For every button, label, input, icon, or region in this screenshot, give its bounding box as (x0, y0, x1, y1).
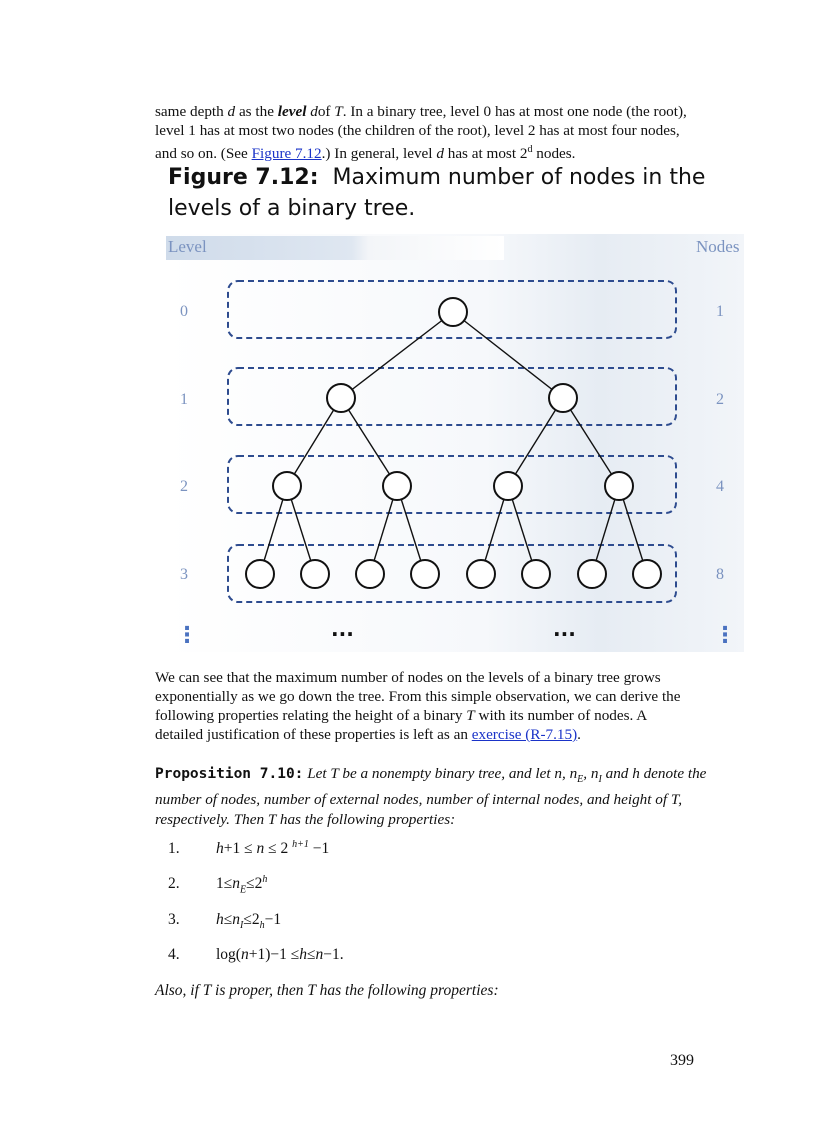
vertical-ellipsis-right: ⋮ (714, 623, 736, 648)
property-item-4: 4. log(n+1)−1 ≤h≤n−1. (168, 946, 344, 963)
tree-node-level3 (411, 560, 439, 588)
tree-node-level2 (383, 472, 411, 500)
level-header: Level (168, 237, 207, 256)
intro-paragraph: same depth d as the level dof T. In a binary tree, level 0 has at most one node (the root), level 1 has at most two nodes (the children of the root), level 2 has at most four nodes, and so on. (See Figure 7.12.) In general, level d has at most 2$^d$ nodes. (155, 103, 687, 163)
tree-node-level3 (301, 560, 329, 588)
growth-paragraph: We can see that the maximum number of nodes on the levels of a binary tree grows exponentially as we go down the tree. From this simple observation, we can derive the following properties relating the height of a binary T with its number of nodes. A detailed justification of these properties is left as an exercise (R-7.15). (155, 669, 681, 743)
node-count: 1 (716, 303, 724, 320)
figure-7-12-link[interactable]: Figure 7.12 (251, 145, 322, 163)
tree-node-level2 (273, 472, 301, 500)
node-count: 4 (716, 478, 724, 495)
tree-node-level1 (327, 384, 355, 412)
figure-caption-text: Maximum number of nodes in the levels of a binary tree. (168, 165, 706, 221)
page-number: 399 (670, 1052, 694, 1069)
level-label: 1 (180, 391, 188, 408)
tree-node-level3 (522, 560, 550, 588)
also-paragraph: Also, if T is proper, then T has the following properties: (155, 982, 499, 999)
property-item-3: 3. $h\le n_I\le 2_h-1$ (168, 911, 282, 932)
level-label: 0 (180, 303, 188, 320)
figure-background (166, 234, 744, 652)
tree-node-level3 (356, 560, 384, 588)
proposition-heading: Proposition 7.10: (155, 766, 304, 782)
ellipsis-left: ... (331, 617, 354, 641)
proposition-7-10: Proposition 7.10: Let T be a nonempty binary tree, and let n, $n_E$, $n_I$ and h denote the number of nodes, number of external nodes, number of internal nodes, and height of T, respectively. Then T has the following properties: (155, 765, 707, 829)
figure-label: Figure 7.12: (168, 165, 319, 190)
nodes-header: Nodes (696, 237, 740, 256)
tree-node-level1 (549, 384, 577, 412)
property-item-2: 2. $1\le n_E\le 2^h$ (168, 874, 268, 896)
vertical-ellipsis-left: ⋮ (176, 623, 198, 648)
ellipsis-right: ... (553, 617, 576, 641)
level-label: 3 (180, 566, 188, 583)
tree-node-level2 (494, 472, 522, 500)
figure-header-band (166, 236, 504, 260)
tree-node-level3 (467, 560, 495, 588)
tree-node-level3 (578, 560, 606, 588)
tree-node-level3 (246, 560, 274, 588)
binary-tree-figure (166, 234, 744, 652)
tree-node-root (439, 298, 467, 326)
node-count: 2 (716, 391, 724, 408)
figure-caption (168, 162, 708, 224)
tree-node-level2 (605, 472, 633, 500)
exercise-link[interactable]: exercise (R-7.15) (471, 726, 578, 743)
node-count: 8 (716, 566, 724, 583)
tree-node-level3 (633, 560, 661, 588)
property-item-1: 1. h+1 ≤ n ≤ 2 $^{h+1}$ −1 (168, 839, 330, 858)
level-label: 2 (180, 478, 188, 495)
